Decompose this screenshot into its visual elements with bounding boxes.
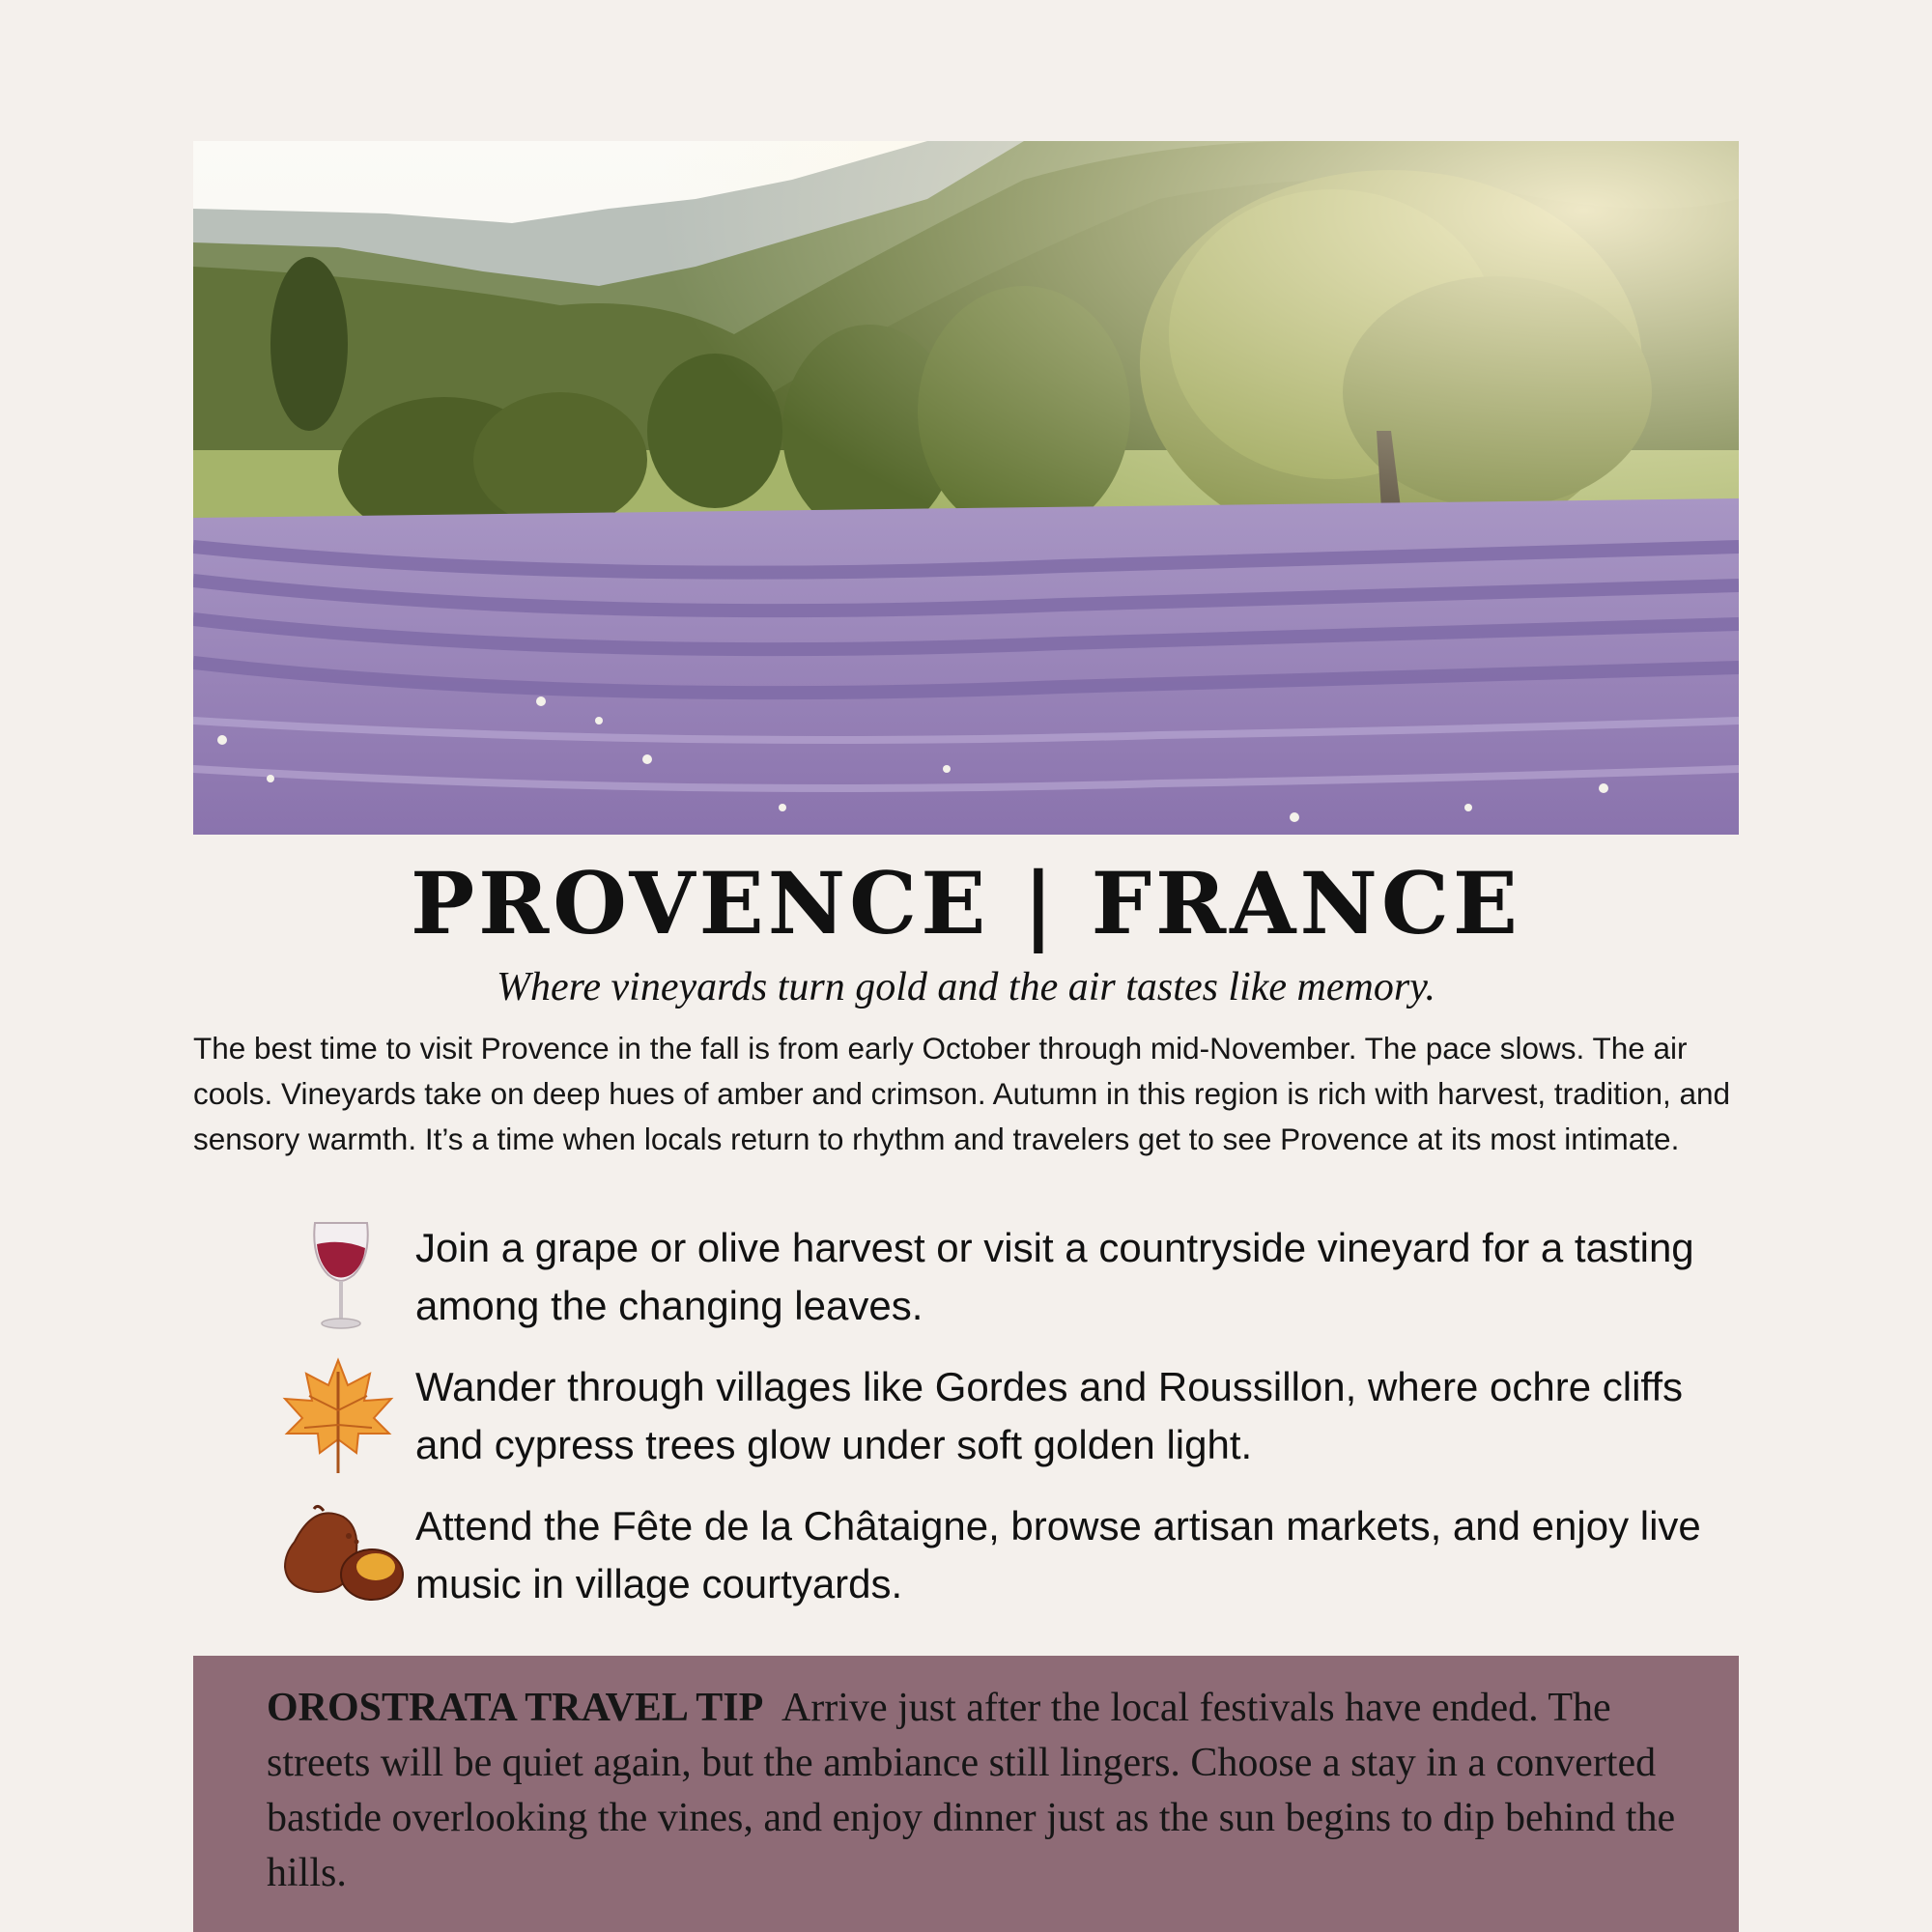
activity-festival: Attend the Fête de la Châtaigne, browse artisan markets, and enjoy live music in village courtyards. [415,1503,1701,1606]
intro-paragraph: The best time to visit Provence in the fall is from early October through mid-November. The pace slows. The air cools. Vineyards take on deep hues of amber and crimson. Autumn in this region is rich with harvest, tradition, and sensory warmth. It’s a time when locals return to rhythm and travelers get to see Provence at its most intimate. [193,1031,1731,1156]
wine-glass-icon [307,1219,375,1333]
activity-harvest: Join a grape or olive harvest or visit a countryside vineyard for a tasting among the changing leaves. [415,1225,1694,1328]
page-subtitle: Where vineyards turn gold and the air tastes like memory. [496,965,1436,1009]
travel-tip-label: OROSTRATA TRAVEL TIP [267,1686,764,1730]
travel-tip-body: Arrive just after the local festivals have ended. The streets will be quiet again, but the ambiance still lingers. Choose a stay in a converted bastide overlooking the vines, and enjoy dinner just as the sun begins to dip behind the hills. [267,1686,1686,1895]
chestnut-icon [275,1503,407,1609]
lavender-field-illustration [193,141,1739,835]
maple-leaf-icon [275,1352,401,1478]
travel-tip-text [267,1681,1696,1901]
hero-image [193,141,1739,835]
activity-villages: Wander through villages like Gordes and Roussillon, where ochre cliffs and cypress trees glow under soft golden light. [415,1364,1683,1467]
page-title: PROVENCE | FRANCE [410,853,1522,953]
